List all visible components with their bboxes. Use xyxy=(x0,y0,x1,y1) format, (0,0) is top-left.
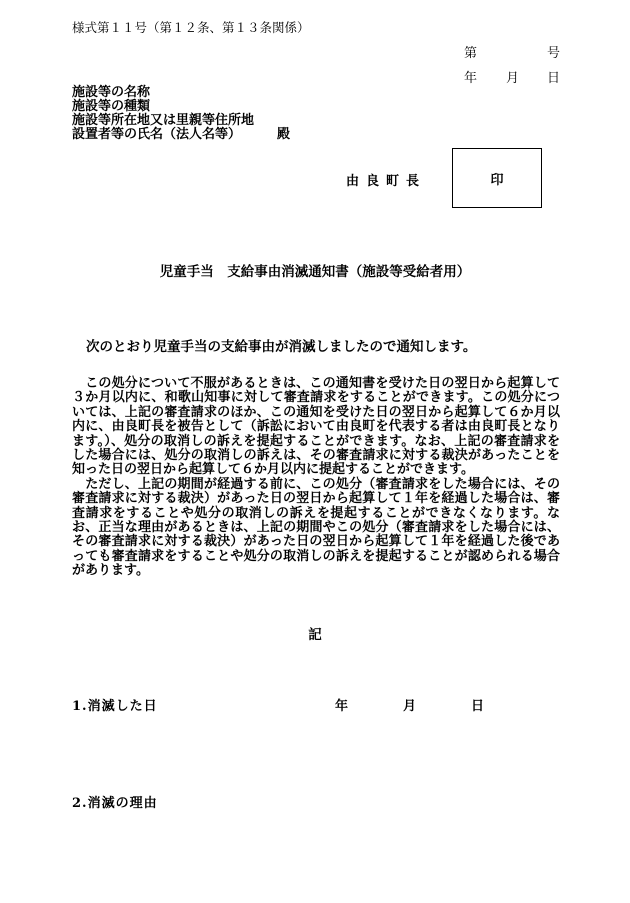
ki-heading: 記 xyxy=(308,627,322,643)
issue-date-month: 月 xyxy=(506,71,520,86)
mayor-name: 由良町長 xyxy=(346,174,427,189)
appeal-notice xyxy=(72,377,560,579)
seal-box xyxy=(452,148,542,208)
honorific: 殿 xyxy=(277,127,291,142)
extinction-date-month: 月 xyxy=(403,699,417,714)
issue-date-day: 日 xyxy=(546,71,560,86)
addressee-block xyxy=(72,86,290,142)
founder-name-line xyxy=(72,128,290,142)
lead-sentence: 次のとおり児童手当の支給事由が消滅しましたので通知します。 xyxy=(86,339,477,355)
item2-label: 2.消滅の理由 xyxy=(72,796,158,811)
extinction-date-day: 日 xyxy=(471,699,485,714)
doc-no-suffix: 号 xyxy=(546,46,560,61)
issue-date-year: 年 xyxy=(464,71,478,86)
founder-name-label: 設置者等の氏名（法人名等） xyxy=(72,127,242,142)
facility-address-label: 施設等所在地又は里親等住所地 xyxy=(72,113,255,128)
form-number: 様式第１１号（第１２条、第１３条関係） xyxy=(72,20,310,35)
seal-label: 印 xyxy=(490,173,504,188)
item1-label: 1.消滅した日 xyxy=(72,699,158,714)
facility-type-label: 施設等の種類 xyxy=(72,99,151,114)
appeal-paragraph-1: この処分について不服があるときは、この通知書を受けた日の翌日から起算して３か月以内に、和歌山知事に対して審査請求をすることができます。この処分については、上記の審査請求のほか、この通知を受けた日の翌日から起算して６か月以内に、由良町長を被告として（訴訟において由良町を代表する者は由良町長となります。）、処分の取消しの訴えを提起することができます。なお、上記の審査請求をした場合には、処分の取消しの訴えは、その審査請求に対する裁決があったことを知った日の翌日から起算して６か月以内に提起することができます。 xyxy=(72,376,560,478)
facility-name-label: 施設等の名称 xyxy=(72,85,151,100)
document-title: 児童手当 支給事由消滅通知書（施設等受給者用） xyxy=(159,264,471,280)
appeal-paragraph-2: ただし、上記の期間が経過する前に、この処分（審査請求をした場合には、その審査請求に対する裁決）があった日の翌日から起算して１年を経過した場合は、審査請求をすることや処分の取消しの訴えを提起することができなくなります。なお、正当な理由があるときは、上記の期間やこの処分（審査請求をした場合には、その審査請求に対する裁決）があった日の翌日から起算して１年を経過した後であっても審査請求をすることや処分の取消しの訴えを提起することが認められる場合があります。 xyxy=(72,476,560,579)
extinction-date-year: 年 xyxy=(335,699,349,714)
doc-no-prefix: 第 xyxy=(464,46,478,61)
